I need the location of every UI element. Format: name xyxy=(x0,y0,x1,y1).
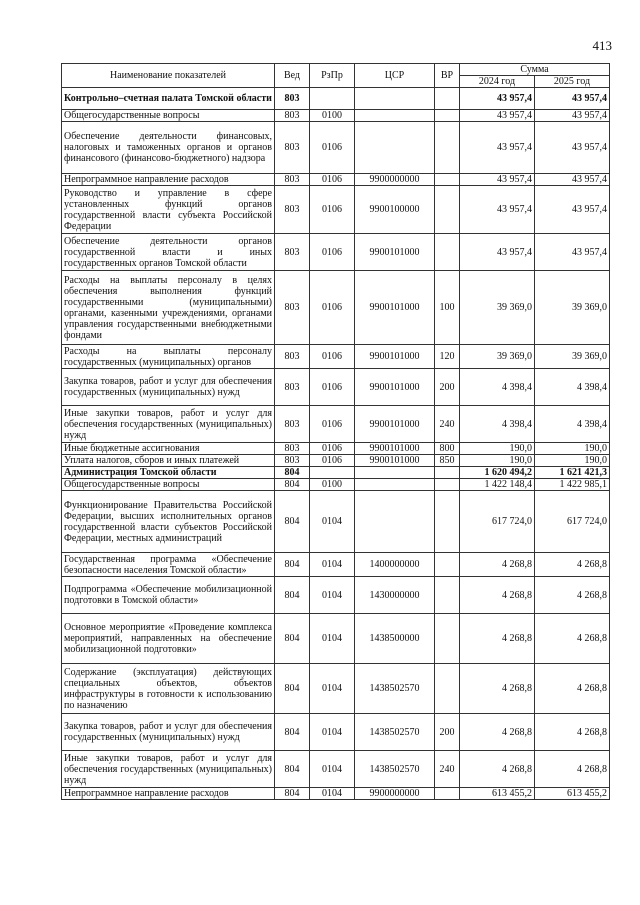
row-sum-2025: 39 369,0 xyxy=(535,345,610,369)
row-vr xyxy=(435,186,460,234)
row-name: Контрольно–счетная палата Томской области xyxy=(62,88,275,110)
header-sum: Сумма xyxy=(460,64,610,76)
table-row xyxy=(62,455,610,467)
row-csr xyxy=(355,122,435,174)
table-row xyxy=(62,122,610,174)
row-name: Функционирование Правительства Российской Федерации, высших исполнительных органов государственной власти субъектов Российской Федерации, местных администраций xyxy=(62,491,275,553)
table-row xyxy=(62,174,610,186)
row-sum-2025: 43 957,4 xyxy=(535,234,610,271)
row-sum-2025: 4 268,8 xyxy=(535,614,610,664)
row-name: Содержание (эксплуатация) действующих специальных объектов, объектов инфраструктуры в готовности к использованию по назначению xyxy=(62,664,275,714)
row-ved: 804 xyxy=(275,664,310,714)
row-ved: 803 xyxy=(275,455,310,467)
row-vr xyxy=(435,479,460,491)
row-rzpr: 0106 xyxy=(310,186,355,234)
row-csr xyxy=(355,467,435,479)
row-sum-2025: 4 268,8 xyxy=(535,714,610,751)
row-vr xyxy=(435,788,460,800)
row-sum-2025: 4 268,8 xyxy=(535,751,610,788)
row-csr: 9900101000 xyxy=(355,345,435,369)
row-csr: 9900101000 xyxy=(355,455,435,467)
row-ved: 804 xyxy=(275,577,310,614)
table-row xyxy=(62,110,610,122)
header-vr: ВР xyxy=(435,64,460,88)
row-sum-2024: 39 369,0 xyxy=(460,271,535,345)
table-row xyxy=(62,479,610,491)
row-ved: 803 xyxy=(275,234,310,271)
row-rzpr: 0100 xyxy=(310,479,355,491)
row-name: Обеспечение деятельности финансовых, налоговых и таможенных органов и органов финансового (финансово-бюджетного) надзора xyxy=(62,122,275,174)
row-sum-2025: 190,0 xyxy=(535,455,610,467)
row-name: Непрограммное направление расходов xyxy=(62,174,275,186)
row-ved: 804 xyxy=(275,491,310,553)
row-name: Руководство и управление в сфере установленных функций органов государственной власти субъекта Российской Федерации xyxy=(62,186,275,234)
row-csr: 9900101000 xyxy=(355,369,435,406)
row-ved: 803 xyxy=(275,271,310,345)
row-sum-2024: 613 455,2 xyxy=(460,788,535,800)
row-rzpr: 0106 xyxy=(310,406,355,443)
row-rzpr: 0106 xyxy=(310,174,355,186)
row-vr xyxy=(435,234,460,271)
row-rzpr: 0106 xyxy=(310,234,355,271)
row-rzpr: 0104 xyxy=(310,714,355,751)
row-sum-2025: 4 398,4 xyxy=(535,369,610,406)
row-rzpr: 0104 xyxy=(310,664,355,714)
row-sum-2024: 4 398,4 xyxy=(460,406,535,443)
page-number: 413 xyxy=(592,38,612,53)
row-rzpr: 0100 xyxy=(310,110,355,122)
table-body xyxy=(62,88,610,800)
header-rzpr: РзПр xyxy=(310,64,355,88)
row-rzpr: 0104 xyxy=(310,491,355,553)
row-rzpr: 0106 xyxy=(310,443,355,455)
row-sum-2024: 43 957,4 xyxy=(460,110,535,122)
row-ved: 804 xyxy=(275,479,310,491)
row-csr xyxy=(355,479,435,491)
row-ved: 804 xyxy=(275,553,310,577)
row-sum-2024: 43 957,4 xyxy=(460,234,535,271)
row-csr: 9900101000 xyxy=(355,234,435,271)
row-ved: 803 xyxy=(275,369,310,406)
row-csr: 9900101000 xyxy=(355,406,435,443)
row-ved: 803 xyxy=(275,174,310,186)
row-name: Закупка товаров, работ и услуг для обеспечения государственных (муниципальных) нужд xyxy=(62,714,275,751)
row-sum-2024: 4 268,8 xyxy=(460,553,535,577)
row-sum-2025: 613 455,2 xyxy=(535,788,610,800)
row-sum-2025: 43 957,4 xyxy=(535,186,610,234)
row-sum-2024: 43 957,4 xyxy=(460,174,535,186)
row-sum-2024: 1 620 494,2 xyxy=(460,467,535,479)
table-row xyxy=(62,234,610,271)
row-rzpr: 0106 xyxy=(310,455,355,467)
header-ved: Вед xyxy=(275,64,310,88)
row-vr: 120 xyxy=(435,345,460,369)
row-ved: 803 xyxy=(275,88,310,110)
row-vr xyxy=(435,174,460,186)
row-sum-2025: 4 268,8 xyxy=(535,577,610,614)
row-name: Непрограммное направление расходов xyxy=(62,788,275,800)
row-name: Обеспечение деятельности органов государственной власти и иных государственных органов Томской области xyxy=(62,234,275,271)
row-csr xyxy=(355,88,435,110)
row-ved: 803 xyxy=(275,443,310,455)
table-row xyxy=(62,491,610,553)
row-sum-2024: 1 422 148,4 xyxy=(460,479,535,491)
row-csr: 1400000000 xyxy=(355,553,435,577)
row-rzpr xyxy=(310,467,355,479)
row-csr: 9900101000 xyxy=(355,271,435,345)
row-ved: 804 xyxy=(275,467,310,479)
row-sum-2025: 4 268,8 xyxy=(535,664,610,714)
table-row xyxy=(62,369,610,406)
row-sum-2024: 39 369,0 xyxy=(460,345,535,369)
row-sum-2025: 43 957,4 xyxy=(535,88,610,110)
row-name: Иные закупки товаров, работ и услуг для обеспечения государственных (муниципальных) нужд xyxy=(62,406,275,443)
row-ved: 803 xyxy=(275,345,310,369)
row-vr: 200 xyxy=(435,714,460,751)
row-sum-2024: 43 957,4 xyxy=(460,186,535,234)
row-ved: 803 xyxy=(275,110,310,122)
row-sum-2024: 190,0 xyxy=(460,455,535,467)
row-sum-2024: 4 268,8 xyxy=(460,614,535,664)
header-2024: 2024 год xyxy=(460,76,535,88)
row-vr xyxy=(435,664,460,714)
row-csr: 9900000000 xyxy=(355,788,435,800)
row-csr: 9900100000 xyxy=(355,186,435,234)
row-vr xyxy=(435,88,460,110)
row-sum-2025: 1 422 985,1 xyxy=(535,479,610,491)
table-row xyxy=(62,714,610,751)
row-rzpr: 0106 xyxy=(310,271,355,345)
row-ved: 803 xyxy=(275,122,310,174)
row-sum-2025: 43 957,4 xyxy=(535,110,610,122)
row-csr: 9900101000 xyxy=(355,443,435,455)
row-vr: 240 xyxy=(435,406,460,443)
row-csr: 1438500000 xyxy=(355,614,435,664)
row-vr: 200 xyxy=(435,369,460,406)
row-rzpr: 0106 xyxy=(310,369,355,406)
row-name: Расходы на выплаты персоналу государственных (муниципальных) органов xyxy=(62,345,275,369)
table-row xyxy=(62,406,610,443)
row-name: Государственная программа «Обеспечение безопасности населения Томской области» xyxy=(62,553,275,577)
row-ved: 804 xyxy=(275,751,310,788)
row-vr xyxy=(435,122,460,174)
row-rzpr: 0104 xyxy=(310,614,355,664)
header-csr: ЦСР xyxy=(355,64,435,88)
row-csr: 1438502570 xyxy=(355,664,435,714)
row-vr: 850 xyxy=(435,455,460,467)
row-csr xyxy=(355,491,435,553)
row-sum-2024: 617 724,0 xyxy=(460,491,535,553)
row-ved: 804 xyxy=(275,788,310,800)
row-name: Расходы на выплаты персоналу в целях обеспечения выполнения функций государственными (муниципальными) органами, казенными учреждениями, органами управления государственными внебюджетными фондами xyxy=(62,271,275,345)
table-row xyxy=(62,614,610,664)
row-sum-2025: 43 957,4 xyxy=(535,122,610,174)
table-row xyxy=(62,553,610,577)
row-name: Иные закупки товаров, работ и услуг для обеспечения государственных (муниципальных) нужд xyxy=(62,751,275,788)
header-2025: 2025 год xyxy=(535,76,610,88)
row-csr: 9900000000 xyxy=(355,174,435,186)
row-name: Уплата налогов, сборов и иных платежей xyxy=(62,455,275,467)
row-name: Основное мероприятие «Проведение комплекса мероприятий, направленных на обеспечение мобилизационной подготовки» xyxy=(62,614,275,664)
row-name: Общегосударственные вопросы xyxy=(62,479,275,491)
row-name: Подпрограмма «Обеспечение мобилизационной подготовки в Томской области» xyxy=(62,577,275,614)
row-name: Администрация Томской области xyxy=(62,467,275,479)
row-vr: 240 xyxy=(435,751,460,788)
row-ved: 803 xyxy=(275,186,310,234)
table-row xyxy=(62,788,610,800)
row-sum-2025: 1 621 421,3 xyxy=(535,467,610,479)
row-ved: 804 xyxy=(275,614,310,664)
budget-table xyxy=(61,63,610,800)
row-vr xyxy=(435,467,460,479)
row-csr xyxy=(355,110,435,122)
row-sum-2024: 4 268,8 xyxy=(460,751,535,788)
row-vr xyxy=(435,577,460,614)
row-sum-2024: 190,0 xyxy=(460,443,535,455)
row-sum-2024: 4 268,8 xyxy=(460,664,535,714)
row-sum-2024: 43 957,4 xyxy=(460,88,535,110)
row-sum-2025: 4 268,8 xyxy=(535,553,610,577)
row-csr: 1430000000 xyxy=(355,577,435,614)
table-row xyxy=(62,467,610,479)
row-name: Иные бюджетные ассигнования xyxy=(62,443,275,455)
row-sum-2024: 4 268,8 xyxy=(460,577,535,614)
table-row xyxy=(62,345,610,369)
row-rzpr: 0104 xyxy=(310,553,355,577)
row-rzpr: 0106 xyxy=(310,122,355,174)
row-vr xyxy=(435,553,460,577)
row-sum-2024: 43 957,4 xyxy=(460,122,535,174)
row-rzpr: 0104 xyxy=(310,788,355,800)
table-row xyxy=(62,88,610,110)
row-vr xyxy=(435,614,460,664)
row-name: Закупка товаров, работ и услуг для обеспечения государственных (муниципальных) нужд xyxy=(62,369,275,406)
row-name: Общегосударственные вопросы xyxy=(62,110,275,122)
header-name: Наименование показателей xyxy=(62,64,275,88)
row-ved: 804 xyxy=(275,714,310,751)
row-csr: 1438502570 xyxy=(355,751,435,788)
row-rzpr: 0104 xyxy=(310,751,355,788)
row-sum-2024: 4 398,4 xyxy=(460,369,535,406)
row-vr xyxy=(435,110,460,122)
row-rzpr: 0106 xyxy=(310,345,355,369)
row-csr: 1438502570 xyxy=(355,714,435,751)
row-sum-2025: 190,0 xyxy=(535,443,610,455)
table-row xyxy=(62,751,610,788)
table-row xyxy=(62,271,610,345)
table-row xyxy=(62,186,610,234)
row-rzpr xyxy=(310,88,355,110)
row-sum-2025: 43 957,4 xyxy=(535,174,610,186)
row-sum-2025: 39 369,0 xyxy=(535,271,610,345)
row-vr xyxy=(435,491,460,553)
row-sum-2025: 617 724,0 xyxy=(535,491,610,553)
row-sum-2025: 4 398,4 xyxy=(535,406,610,443)
row-ved: 803 xyxy=(275,406,310,443)
table-row xyxy=(62,577,610,614)
table-row xyxy=(62,443,610,455)
row-rzpr: 0104 xyxy=(310,577,355,614)
table-row xyxy=(62,664,610,714)
row-vr: 800 xyxy=(435,443,460,455)
row-vr: 100 xyxy=(435,271,460,345)
row-sum-2024: 4 268,8 xyxy=(460,714,535,751)
